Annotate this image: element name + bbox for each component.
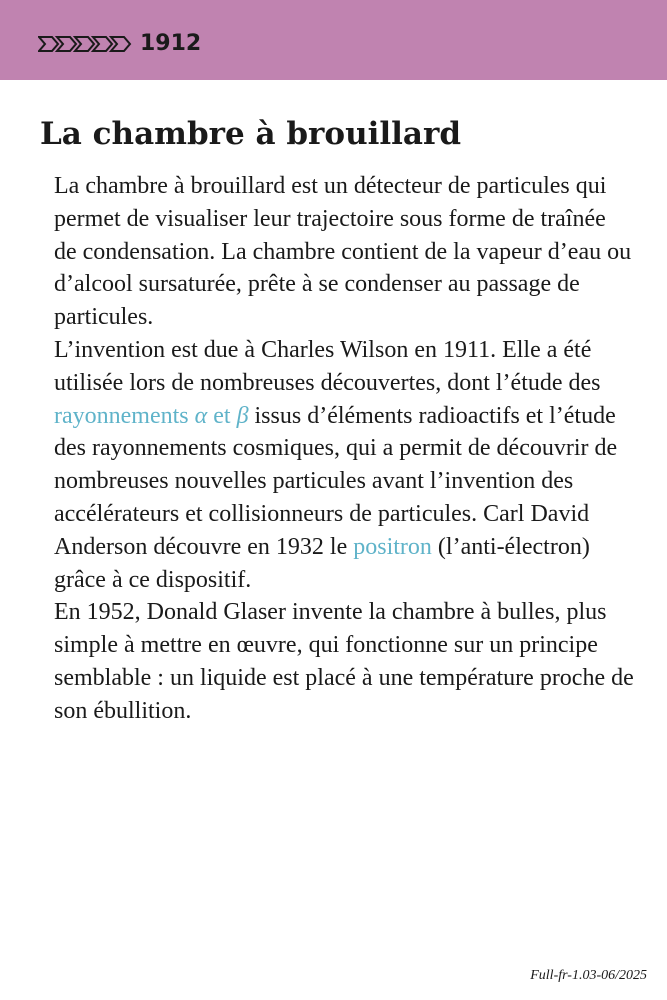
rayonnements-link-label: rayonnements	[54, 402, 189, 429]
alpha-symbol: α	[194, 402, 208, 429]
positron-link[interactable]: positron	[353, 533, 432, 560]
history-text-1: L’invention est due à Charles Wilson en 1911. Elle a été utilisée lors de nombreuses découvertes, dont l’étude des	[54, 336, 601, 396]
et-label: et	[213, 402, 231, 429]
chevron-arrows-icon	[38, 36, 132, 52]
header-band	[0, 0, 667, 80]
history-text-2: issus d’éléments radioactifs et l’étude des rayonnements cosmiques, qui a permit de découvrir de nombreuses nouvelles particules avant l’invention des accélérateurs et collisionneurs de particules. Carl David Anderson découvre en 1932 le	[54, 402, 618, 560]
rayonnements-link[interactable]	[54, 403, 249, 429]
page-title: La chambre à brouillard	[40, 116, 462, 152]
paragraph-history	[54, 334, 634, 596]
history-text-3: (l’anti-électron) grâce à ce dispositif.	[54, 533, 590, 593]
year-label: 1912	[140, 31, 202, 56]
paragraph-glaser: En 1952, Donald Glaser invente la chambre à bulles, plus simple à mettre en œuvre, qui fonctionne sur un principe semblable : un liquide est placé à une température proche de son ébullition.	[54, 599, 634, 724]
beta-symbol: β	[236, 402, 249, 429]
article-body	[54, 170, 634, 728]
version-footer: Full-fr-1.03-06/2025	[530, 968, 647, 983]
paragraph-intro: La chambre à brouillard est un détecteur de particules qui permet de visualiser leur trajectoire sous forme de traînée de condensation. La chambre contient de la vapeur d’eau ou d’alcool sursaturée, prête à se condenser au passage de particules.	[54, 173, 632, 331]
